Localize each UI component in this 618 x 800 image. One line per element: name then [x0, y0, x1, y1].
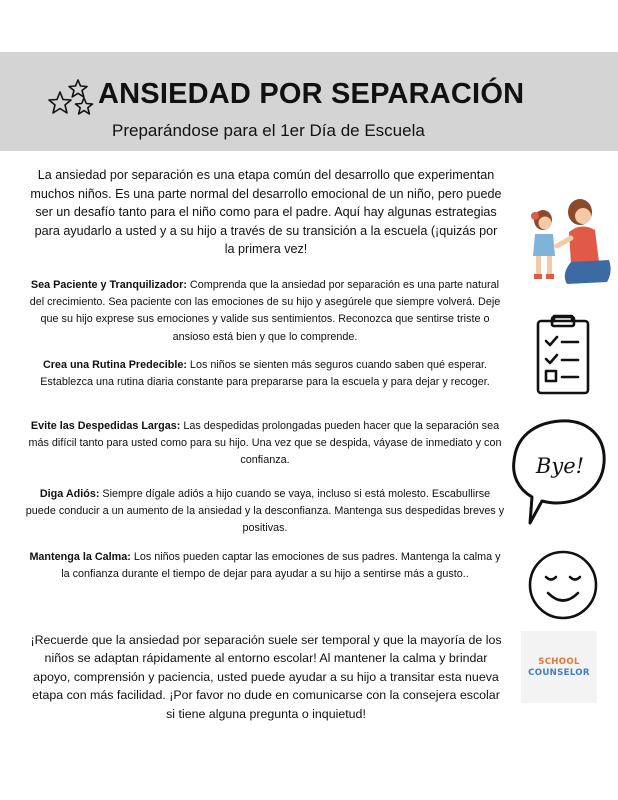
- section-patient: [24, 277, 506, 346]
- parent-child-icon: [521, 192, 613, 292]
- closing-paragraph: ¡Recuerde que la ansiedad por separación suele ser temporal y que la mayoría de los niños se adaptan rápidamente al entorno escolar! Al mantener la calma y brindar apoyo, comprensión y paciencia, usted puede ayudar a su hijo a transitar esta nueva etapa con más facilidad. ¡Por favor no dude en comunicarse con la consejera escolar si tiene alguna pregunta o inquietud!: [30, 633, 502, 721]
- section-heading: Sea Paciente y Tranquilizador:: [30, 279, 187, 291]
- calm-face-icon: [526, 548, 600, 622]
- page-title: ANSIEDAD POR SEPARACIÓN: [98, 78, 525, 110]
- intro-paragraph: La ansiedad por separación es una etapa común del desarrollo que experimentan muchos niños. Es una parte normal del desarrollo emocional de un niño, pero puede ser un desafío tanto para el niño como para el padre. Aquí hay algunas estrategias para ayudarlo a usted y a su hijo a través de su transición a la escuela (¡quizás por la primera vez!: [30, 168, 502, 257]
- page-subtitle: Preparándose para el 1er Día de Escuela: [112, 121, 425, 140]
- section-calm: [24, 549, 506, 583]
- section-text: Los niños se sienten más seguros cuando saben qué esperar. Establezca una rutina diaria constante para prepararse para la escuela y para dejar y recoger.: [40, 359, 490, 389]
- badge-line-counselor: COUNSELOR: [528, 668, 590, 678]
- section-text: Las despedidas prolongadas pueden hacer que la separación sea más difícil tanto para usted como para su hijo. Una vez que se despida, váyase de inmediato y con confianza.: [28, 420, 502, 467]
- bye-speech-bubble-icon: [510, 415, 610, 530]
- section-heading: Crea una Rutina Predecible:: [42, 359, 187, 371]
- section-text: Los niños pueden captar las emociones de sus padres. Mantenga la calma y la confianza durante el tiempo de dejar para ayudar a su hijo a sentirse más a gusto..: [61, 551, 501, 581]
- section-routine: [24, 357, 506, 391]
- bye-text: Bye!: [535, 454, 585, 478]
- checklist-icon: [532, 313, 594, 397]
- badge-line-school: SCHOOL: [538, 657, 580, 667]
- stars-icon: [46, 78, 102, 124]
- section-heading: Diga Adiós:: [39, 488, 100, 500]
- section-text: Siempre dígale adiós a hijo cuando se vaya, incluso si está molesto. Escabullirse puede conducir a un aumento de la ansiedad y la desconfianza. Mantenga sus despedidas breves y positivas.: [25, 488, 505, 535]
- section-goodbyes: [24, 418, 506, 470]
- section-heading: Evite las Despedidas Largas:: [30, 420, 181, 432]
- section-text: Comprenda que la ansiedad por separación es una parte natural del crecimiento. Sea paciente con las emociones de su hijo y asegúrele que siempre volverá. Deje que su hijo exprese sus emociones y valide sus sentimientos. Reconozca que sentirse triste o ansioso está bien y que lo comprende.: [29, 279, 501, 343]
- section-heading: Mantenga la Calma:: [29, 551, 131, 563]
- school-counselor-badge: [521, 631, 597, 703]
- section-say-goodbye: [24, 486, 506, 538]
